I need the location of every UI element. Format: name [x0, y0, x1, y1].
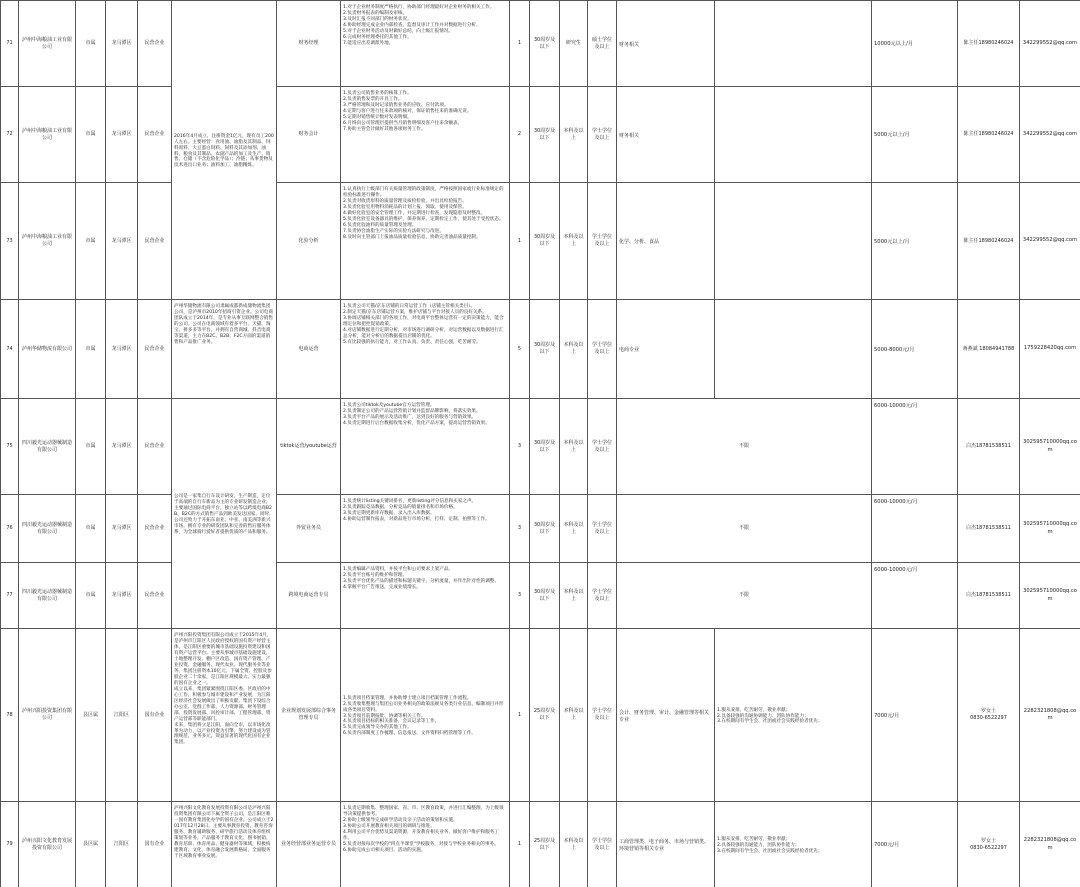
row-id: 74 — [1, 300, 19, 399]
position-duties: 1.对于企业财务制度严格执行，协助部门经理最好对企业财务的相关工作。 2.负责财务报表的编制及审核。 3.及时汇报不同部门的财务状况。 4.协助经理完成企业内部检查，监督及审计工作并对数据进行分析。 5.对于企业财务活动及时做好总结，向上级汇报情况。 6.完成财务经理委托的其他工作。 7.能适应出差调派外地。 — [341, 1, 510, 87]
age-requirement: 30周岁及以下 — [530, 183, 560, 300]
company-district: 江阳区 — [106, 629, 138, 802]
table-row — [1, 399, 1080, 495]
degree-requirement: 学士学位及以上 — [588, 495, 617, 563]
company-nature: 国有企业 — [138, 802, 172, 887]
company-level: 市属 — [76, 183, 106, 300]
company-nature: 国有企业 — [138, 629, 172, 802]
other-requirement: 1.服从安排，吃苦耐劳，敬业奉献； 2.具备较强的沟通协调能力、团队协作能力； 3.在校期间有学生会、社团或社会实践经验者优先； — [715, 629, 872, 802]
major-requirement: 工商管理类、电子商务、市场与营销类、环境营销等相关专业 — [617, 802, 715, 887]
salary: 6000-10000元/月 — [872, 563, 958, 629]
degree-requirement: 学士学位及以上 — [588, 87, 617, 183]
row-id: 75 — [1, 399, 19, 495]
company-name: 四川毅光运动器械制造有限公司 — [19, 563, 76, 629]
education-requirement: 本科及以上 — [560, 87, 588, 183]
position-duties: 1.认真执行上级部门有关质量管理的政策制度，严格按照国家或行业标准规定的检验标准进行操作。 2.负责对收货原料的质量管理及质检检验，并出具检验报告。 3.负责化验室用物料消耗品的计划上报、领取、使用及保管。 4.做好化验室的安全管理工作，并定期进行检查，发现隐患及时整改。 5.负责化验室设备器具的维护、保养保养、定期检定工作，使其处于受控状态。 6.负责化验油料的质量管理及处理。 7.负责协会油脂生产实际的实验方法研究与改进。 8.及时向主管部门上报油品质量检验信息，协助完善油品质量控制。 — [341, 183, 510, 300]
major-requirement: 电商专业 — [617, 300, 715, 399]
major-requirement: 不限 — [617, 399, 872, 495]
salary: 5000元以上/月 — [872, 183, 958, 300]
position-name: 化验分析 — [277, 183, 341, 300]
contact-email: 2282321808@qq.com — [1020, 629, 1080, 802]
contact: 陈主任18980246024 — [958, 1, 1020, 87]
salary: 5000元以上/月 — [872, 87, 958, 183]
age-requirement: 30周岁及以下 — [530, 300, 560, 399]
company-district: 龙马潭区 — [106, 300, 138, 399]
contact-email: 302595710000qq.com — [1020, 399, 1080, 495]
table-row — [1, 495, 1080, 563]
position-duties: 1.负责项目档案管理，并协助博士建立项目档案管理工作流程。 2.负责收集整理与集团公司业务相关的政策法规及各类行业信息，编制项目并形成各类项目资料。 3.负责项目前期报批、协调等相关工作。 4.负责项目招标的相关准备，会议记录等工作。 5.负责完成领导交办的其他工作。 6.负责内部制度工作梳理、信息报送、文件资料归档管理等工作。 — [341, 629, 510, 802]
company-name: 泸州华储物流有限公司 — [19, 300, 76, 399]
contact-email: 302595710000qq.com — [1020, 563, 1080, 629]
company-district: 龙马潭区 — [106, 1, 138, 87]
hire-count: 1 — [510, 1, 530, 87]
contact: 罗女士 0830-6522297 — [958, 802, 1020, 887]
row-id: 73 — [1, 183, 19, 300]
hire-count: 1 — [510, 629, 530, 802]
other-requirement — [715, 87, 872, 183]
major-requirement: 财务相关 — [617, 1, 715, 87]
contact-email: 342299552@qq.com — [1020, 87, 1080, 183]
company-level: 县区属 — [76, 802, 106, 887]
company-nature: 民营企业 — [138, 563, 172, 629]
contact-email: 342299552@qq.com — [1020, 1, 1080, 87]
contact-email: 1759228420qq.com — [1020, 300, 1080, 399]
company-nature: 民营企业 — [138, 495, 172, 563]
salary: 6000-10000元/月 — [872, 495, 958, 563]
table-row — [1, 563, 1080, 629]
company-intro — [172, 1, 277, 300]
other-requirement — [715, 300, 872, 399]
major-requirement: 化学、分析、食品 — [617, 183, 715, 300]
company-name: 泸州中海粮油工业有限公司 — [19, 183, 76, 300]
row-id: 79 — [1, 802, 19, 887]
company-name: 泸州兴阳文化教育发展投资有限公司 — [19, 802, 76, 887]
position-duties: 1.负责公司tiktok及youtube官方运营管理。 2.负责制定公司的产品运营营销计划并监督品牌影响，将落实效果。 3.负责平台产品的展示及活动推广，达到良好的服务与营销效果。 4.负责定期进行后台数据收集分析，优化产品方案，提高运营营销效果。 — [341, 399, 510, 495]
position-name: 财务会计 — [277, 87, 341, 183]
company-name: 泸州兴阳投资集团有限公司 — [19, 629, 76, 802]
table-row — [1, 1, 1080, 87]
company-intro: 泸州兴阳文化教育发展投资有限公司是泸州兴阳投资集团有限公司下属全资子公司，是江阳区唯一国有教育集团化办学的国有企业。公司成立于2017年12月28日，主要从事教育投资、教育咨询服务、教育辅助服务、研学旅行活动及体育组织策划等业务，产品服务于教育文化、图书展销、教育培训、体育用品、健身器材等领域，积极构建教育、文化、体育融合发展新格局，全面服务于区域教育事业发展。 — [172, 802, 277, 887]
company-name: 四川毅光运动器械制造有限公司 — [19, 495, 76, 563]
degree-requirement: 学士学位及以上 — [588, 183, 617, 300]
company-district: 龙马潭区 — [106, 87, 138, 183]
contact: 白杰18781538511 — [958, 495, 1020, 563]
position-name: 企业规划发展部综合事务管理专员 — [277, 629, 341, 802]
education-requirement: 本科及以上 — [560, 399, 588, 495]
position-name: 业务经营部业务运营专员 — [277, 802, 341, 887]
education-requirement: 本科及以上 — [560, 629, 588, 802]
hire-count: 1 — [510, 802, 530, 887]
contact: 白杰18781538511 — [958, 399, 1020, 495]
age-requirement: 25周岁及以下 — [530, 802, 560, 887]
salary: 7000元/月 — [872, 802, 958, 887]
company-name: 四川毅光运动器械制造有限公司 — [19, 399, 76, 495]
company-nature: 民营企业 — [138, 87, 172, 183]
company-nature: 民营企业 — [138, 399, 172, 495]
company-level: 市属 — [76, 399, 106, 495]
company-intro: 泸州兴阳投资集团有限公司成立于2015年4月，是泸州市江阳区人民政府授权的国有资产经营主体，是江阳区重要的城市基础设施投资建设和国有资产运营平台。主要从事城市基础设施建设、土地整理开发、棚户区改造、国有资产管理、产业投资、金融服务、现代农业、现代服务业等业务，集团注册资本10亿元，下属全资、控股及参股企业二十余家，是江阳区规模最大、实力最强的国有企业之一。 成立以来，集团紧紧围绕江阳区委、区政府的中心工作，积极参与城市建设和产业发展，为江阳区经济社会发展做出了积极贡献。集团下设综合办公室、党群工作部、人力资源部、财务管理部、投资发展部、风控审计部、工程管理部、资产运营部等职能部门。 未来，集团将立足江阳，面向全市，以市场化改革为动力，以产业投资为引擎，努力建设成为管理规范、业务多元、效益显著的现代化国有企业集团。 — [172, 629, 277, 802]
other-requirement — [715, 1, 872, 87]
contact-email: 342299552@qq.com — [1020, 183, 1080, 300]
company-intro-text: 2016年4月成立，注册资金1亿元，现有员工200人左右。主要经营：食用油、油脂及其制品、饲料原料、大豆蛋白饲料、饲料及其添加剂、油料、粮食及其制品、农副产品的加工及生产、销售、仓储（不含危险化学品）；冷链；从事货物及技术进出口业务；油料加工、油脂精炼。 — [174, 133, 274, 169]
table-row — [1, 629, 1080, 802]
position-duties: 1.负责公司天猫/京东店铺的日常运营工作（店铺主管相关类目）。 2.制定天猫/京东店铺运营方案，维护店铺与平台对接人员的良好关系。 3.协调店铺相关部门的各项工作，对电商平台整体运营有一定的决策能力，能合理定位和把控促销政策。 4.对店铺数据进行定期分析，对市场进行调研分析，对运营数据以及数据进行汇总分析，能对分析后的数据提出店铺的优化。 5.有比较强的执行能力，对工作认真、负责、责任心强，吃苦耐劳。 — [341, 300, 510, 399]
company-name: 泸州中海粮油工业有限公司 — [19, 1, 76, 87]
contact: 白杰18781538511 — [958, 563, 1020, 629]
position-duties: 1.负责编辑产品资料，并按平台和公司要求上架产品。 2.负责平台账号的维护和管理。 3.负责平台优化产品的描述和标题关键字，分析流量，并作出针对性的调整。 4.掌握平台广告推送，完成业绩增长。 — [341, 563, 510, 629]
degree-requirement: 学士学位及以上 — [588, 300, 617, 399]
education-requirement: 本科及以上 — [560, 183, 588, 300]
row-id: 78 — [1, 629, 19, 802]
age-requirement: 30周岁及以下 — [530, 563, 560, 629]
age-requirement: 30周岁及以下 — [530, 495, 560, 563]
company-level: 市属 — [76, 300, 106, 399]
position-duties: 1.负责定期收集、整理国家、省、市、区教育政策，并进行汇编整理，为上级领导决策提供参考。 2.协助上级领导完成研学活动及亲子活动的策划和实施。 3.协助公司开展教育相关项目的调研与推进。 4.利用公司平台优势及渠道资源，开发教育相关业务，做好客户维护和服务工作。 5.负责对接每次学校的"四点半课堂"学校服务，对接与学校业务相关的事务。 6.协助完成公司相关项目、活动的实施。 — [341, 802, 510, 887]
age-requirement: 30周岁及以下 — [530, 87, 560, 183]
company-level: 市属 — [76, 1, 106, 87]
company-level: 县区属 — [76, 629, 106, 802]
table-row — [1, 300, 1080, 399]
company-nature: 民营企业 — [138, 183, 172, 300]
major-requirement: 不限 — [617, 495, 872, 563]
company-intro — [172, 399, 277, 629]
age-requirement: 30周岁及以下 — [530, 1, 560, 87]
position-name: 财务经理 — [277, 1, 341, 87]
company-district: 江阳区 — [106, 802, 138, 887]
salary: 7000元/月 — [872, 629, 958, 802]
major-requirement: 会计、财务管理、审计、金融管理等相关专业 — [617, 629, 715, 802]
row-id: 77 — [1, 563, 19, 629]
hire-count: 5 — [510, 300, 530, 399]
hire-count: 3 — [510, 399, 530, 495]
degree-requirement: 学士学位及以上 — [588, 399, 617, 495]
age-requirement: 25周岁及以下 — [530, 629, 560, 802]
hire-count: 2 — [510, 87, 530, 183]
company-nature: 民营企业 — [138, 1, 172, 87]
salary: 5000-8000元/月 — [872, 300, 958, 399]
company-intro: 泸州华储物流有限公司隶属成都新成储物流集团公司，是泸州市2010年招商引资企业。公司电商团队成立于2014年，是专业从事互联网整合销售的公司。公司在电商领域有着多平台、天猫、淘宝、拼多多等平台，并拥有自营商城、抖音电商等渠道，主力在B2C、B2B、F2C方面的渠道销售和产品推广业务。 — [172, 300, 277, 399]
position-name: tiktok运营/youtube运营 — [277, 399, 341, 495]
salary: 6000-10000元/月 — [872, 399, 958, 495]
table-row — [1, 183, 1080, 300]
education-requirement: 本科及以上 — [560, 802, 588, 887]
company-name: 泸州中海粮油工业有限公司 — [19, 87, 76, 183]
table-row — [1, 87, 1080, 183]
degree-requirement: 学士学位及以上 — [588, 629, 617, 802]
position-name: 外贸业务员 — [277, 495, 341, 563]
contact: 罗女士 0830-6522297 — [958, 629, 1020, 802]
table-row — [1, 802, 1080, 887]
position-duties: 1.负责公司销售业务的核算工作。 2.负责销售发票的开具工作。 3.严格管理和及时记录销售业务的应收、应付款项。 4.定期与客户进行往来款项的核对，保证销售往来的准确无误。 5.定期对销售统计数对发表明细。 6.月终向公司管理层提供当月销售明细及客户往来余额表。 7.协助主管会计做好其他各项财务工作。 — [341, 87, 510, 183]
row-id: 71 — [1, 1, 19, 87]
major-requirement: 不限 — [617, 563, 872, 629]
company-district: 龙马潭区 — [106, 563, 138, 629]
contact: 蒋燕斌 18084941788 — [958, 300, 1020, 399]
other-requirement: 1.服从安排，吃苦耐劳，敬业奉献； 2.具备较强的沟通能力，团队协作能力； 3.在校期间有学生会、社团或社会实践经验者优先； — [715, 802, 872, 887]
position-name: 电商运营 — [277, 300, 341, 399]
salary: 10000元以上/月 — [872, 1, 958, 87]
company-district: 龙马潭区 — [106, 183, 138, 300]
degree-requirement: 学士学位及以上 — [588, 802, 617, 887]
company-level: 市属 — [76, 495, 106, 563]
company-intro-text: 公司是一家集自行车设计研发，生产制造，定位于高端的自行车新品为主的专业研发制造企业，主要通过国际电商平台，独立站等以跨境电商B2B、B2C的方式销售产品到欧美发达国家，同时，公司还致力于开拓东南亚、中亚、南美洲等新兴市场，拥有专业的研发团队和完善的售后服务体系，为全球骑行爱好者提供优质的产品和服务。 — [174, 494, 274, 535]
degree-requirement: 硕士学位及以上 — [588, 1, 617, 87]
education-requirement: 本科及以上 — [560, 563, 588, 629]
hire-count: 3 — [510, 495, 530, 563]
position-duties: 1.负责统计listing关键词排名，更新listing评分信息和买家之声。 2.负责跟踪竞品数据，分析竞品的销量排名和市场价格。 3.负责定期更新库存数据，录入出入库数据。 4.协助运营制作报表，对新品进行市场分析，打样、定制、拍照等工作。 — [341, 495, 510, 563]
company-level: 市属 — [76, 87, 106, 183]
row-id: 76 — [1, 495, 19, 563]
degree-requirement: 学士学位及以上 — [588, 563, 617, 629]
row-id: 72 — [1, 87, 19, 183]
hire-count: 1 — [510, 183, 530, 300]
contact: 陈主任18980246024 — [958, 183, 1020, 300]
company-district: 龙马潭区 — [106, 495, 138, 563]
major-requirement: 财务相关 — [617, 87, 715, 183]
hire-count: 3 — [510, 563, 530, 629]
education-requirement: 本科及以上 — [560, 300, 588, 399]
company-district: 龙马潭区 — [106, 399, 138, 495]
position-name: 跨境电商运营专员 — [277, 563, 341, 629]
age-requirement: 30周岁及以下 — [530, 399, 560, 495]
contact-email: 2282321808@qq.com — [1020, 802, 1080, 887]
other-requirement — [715, 183, 872, 300]
company-level: 市属 — [76, 563, 106, 629]
education-requirement: 本科及以上 — [560, 495, 588, 563]
company-nature: 民营企业 — [138, 300, 172, 399]
contact-email: 302595710000qq.com — [1020, 495, 1080, 563]
education-requirement: 研究生 — [560, 1, 588, 87]
contact: 陈主任18980246024 — [958, 87, 1020, 183]
